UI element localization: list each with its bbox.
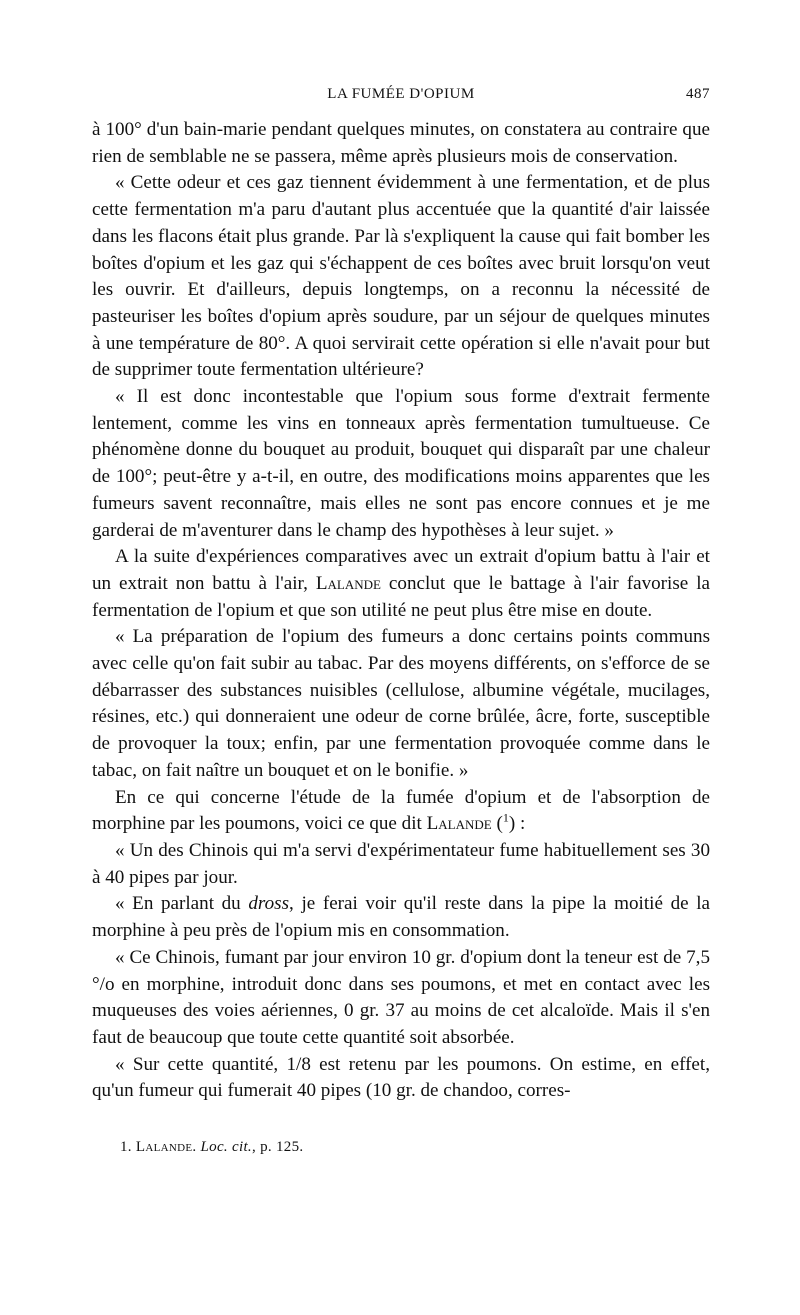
text-run: « Un des Chinois qui m'a servi d'expérimentateur fume habituellement ses 30 à 40 pipes par jour. [92, 839, 710, 888]
footnote-reference: Loc. cit. [200, 1139, 252, 1155]
paragraph [92, 838, 710, 891]
paragraph [92, 117, 710, 170]
text-run: , je ferai voir qu'il reste dans la pipe la moitié de la morphine à peu près de l'opium mis en consommation. [92, 893, 710, 942]
paragraph [92, 384, 710, 544]
footnote-author: Lalande. [135, 1139, 197, 1155]
footnote-number: 1. [120, 1139, 132, 1155]
paragraph [92, 170, 710, 384]
text-run: ) : [508, 813, 526, 835]
page-number: 487 [686, 86, 710, 102]
page-header [92, 86, 710, 110]
text-run: à 100° d'un bain-marie pendant quelques minutes, on constatera au contraire que rien de semblable ne se passera, même après plusieurs mois de conservation. [92, 119, 710, 167]
author-name: Lalande [315, 572, 381, 594]
italic-term: dross [248, 893, 290, 915]
text-run: En ce qui concerne l'étude de la fumée d'opium et de l'absorption de morphine par les poumons, voici ce que dit [92, 786, 710, 835]
running-title: LA FUMÉE D'OPIUM [327, 86, 475, 102]
footnote [120, 1139, 303, 1156]
text-run: « Sur cette quantité, 1/8 est retenu par les poumons. On estime, en effet, qu'un fumeur qui fumerait 40 pipes (10 gr. de chandoo, corres- [92, 1053, 710, 1102]
body-text [92, 117, 710, 1105]
text-run: conclut que le battage à l'air favorise la fermentation de l'opium et que son utilité ne peut plus être mise en doute. [92, 572, 710, 621]
footnote-page: , p. 125. [251, 1139, 304, 1155]
footnote-ref: 1 [502, 810, 509, 825]
text-run: « Ce Chinois, fumant par jour environ 10 gr. d'opium dont la teneur est de 7,5 °/o en morphine, introduit donc dans ses poumons, et met en contact avec les muqueuses des voies aériennes, 0 gr. 37 au moins de cet alcaloïde. Mais il s'en faut de beaucoup que toute cette quantité soit absorbée. [92, 946, 710, 1048]
paragraph [92, 1052, 710, 1105]
text-run: ( [491, 813, 503, 835]
paragraph [92, 891, 710, 944]
text-run: « Il est donc incontestable que l'opium sous forme d'extrait fermente lentement, comme les vins en tonneaux après fermentation tumultueuse. Ce phénomène donne du bouquet au produit, bouquet qui disparaît par une chaleur de 100°; peut-être y a-t-il, en outre, des modifications moins apparentes que les fumeurs savent reconnaître, mais elles ne sont pas encore connues et je me garderai de m'aventurer dans le champ des hypothèses à leur sujet. » [92, 386, 710, 541]
paragraph [92, 544, 710, 624]
paragraph [92, 945, 710, 1052]
text-run: « En parlant du [115, 893, 249, 915]
text-run: « Cette odeur et ces gaz tiennent évidemment à une fermentation, et de plus cette fermentation m'a paru d'autant plus accentuée que la quantité d'air laissée dans les flacons était plus grande. Par là s'expliquent la cause qui fait bomber les boîtes d'opium et les gaz qui s'échappent de ces boîtes avec bruit lorsqu'on veut les ouvrir. Et d'ailleurs, depuis longtemps, on a reconnu la nécessité de pasteuriser les boîtes d'opium après soudure, par un séjour de quelques minutes à une température de 80°. A quoi servirait cette opération si elle n'avait pour but de supprimer toute fermentation ultérieure? [92, 172, 710, 381]
author-name: Lalande [426, 813, 492, 835]
text-run: « La préparation de l'opium des fumeurs a donc certains points communs avec celle qu'on fait subir au tabac. Par des moyens différents, on s'efforce de se débarrasser des substances nuisibles (cellulose, albumine végétale, mucilages, résines, etc.) qui donneraient une odeur de corne brûlée, âcre, forte, susceptible de provoquer la toux; enfin, par une fermentation provoquée comme dans le tabac, on fait naître un bouquet et on le bonifie. » [92, 626, 710, 781]
paragraph [92, 624, 710, 784]
paragraph [92, 785, 710, 838]
text-run: A la suite d'expériences comparatives avec un extrait d'opium battu à l'air et un extrait non battu à l'air, [92, 546, 710, 594]
